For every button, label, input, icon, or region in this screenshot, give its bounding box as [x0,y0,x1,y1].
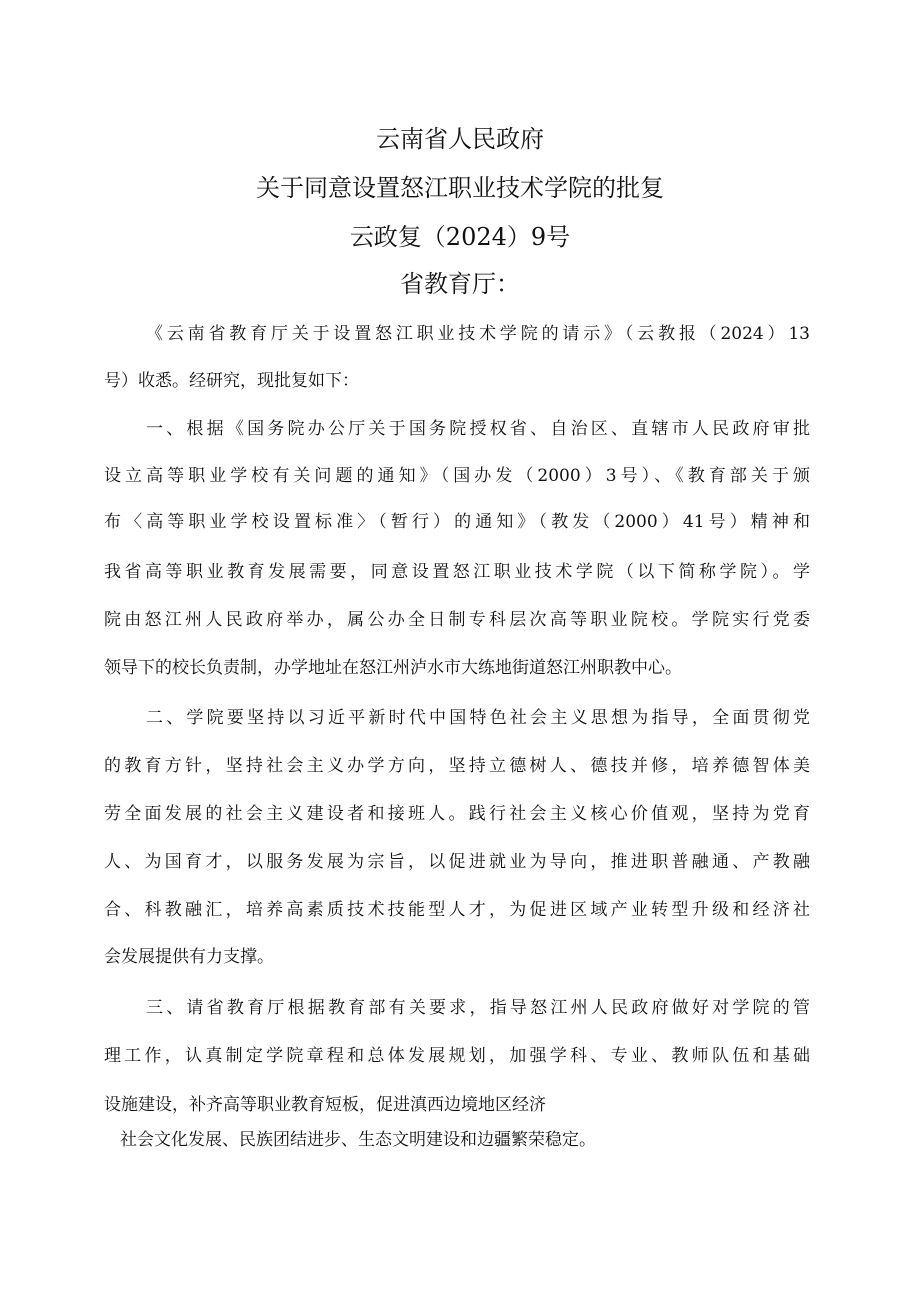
body-line: 设施建设，补齐高等职业教育短板，促进滇西边境地区经济 [104,1095,546,1115]
document-title: 关于同意设置怒江职业技术学院的批复 [256,174,664,202]
issuer-heading: 云南省人民政府 [376,125,544,153]
body-line: 二、学院要坚持以习近平新时代中国特色社会主义思想为指导，全面贯彻党 [146,708,810,728]
body-line: 布〈高等职业学校设置标准〉（暂行）的通知》（教发（2000）41号）精神和 [104,512,810,532]
body-line: 号）收悉。经研究，现批复如下： [104,371,359,391]
body-line: 会发展提供有力支撑。 [104,947,274,967]
addressee: 省教育厅： [400,270,520,298]
body-line: 三、请省教育厅根据教育部有关要求，指导怒江州人民政府做好对学院的管 [146,998,810,1018]
body-line: 人、为国育才，以服务发展为宗旨，以促进就业为导向，推进职普融通、产教融 [104,852,810,872]
body-line: 一、根据《国务院办公厅关于国务院授权省、自治区、直辖市人民政府审批 [146,419,810,439]
body-line: 领导下的校长负责制，办学地址在怒江州泸水市大练地街道怒江州职教中心。 [104,658,682,678]
body-line: 的教育方针，坚持社会主义办学方向，坚持立德树人、德技并修，培养德智体美 [104,756,810,776]
body-line: 社会文化发展、民族团结进步、生态文明建设和边疆繁荣稳定。 [120,1130,596,1150]
body-line: 《云南省教育厅关于设置怒江职业技术学院的请示》（云教报（2024）13 [146,324,810,344]
document-number: 云政复（2024）9号 [349,223,571,251]
body-line: 我省高等职业教育发展需要，同意设置怒江职业技术学院（以下简称学院）。学 [104,562,810,582]
body-line: 劳全面发展的社会主义建设者和接班人。践行社会主义核心价值观，坚持为党育 [104,804,810,824]
body-line: 设立高等职业学校有关问题的通知》（国办发（2000）3号）、《教育部关于颁 [104,466,810,486]
body-line: 合、科教融汇，培养高素质技术技能型人才，为促进区域产业转型升级和经济社 [104,900,810,920]
body-line: 理工作，认真制定学院章程和总体发展规划，加强学科、专业、教师队伍和基础 [104,1046,810,1066]
body-line: 院由怒江州人民政府举办，属公办全日制专科层次高等职业院校。学院实行党委 [104,610,810,630]
